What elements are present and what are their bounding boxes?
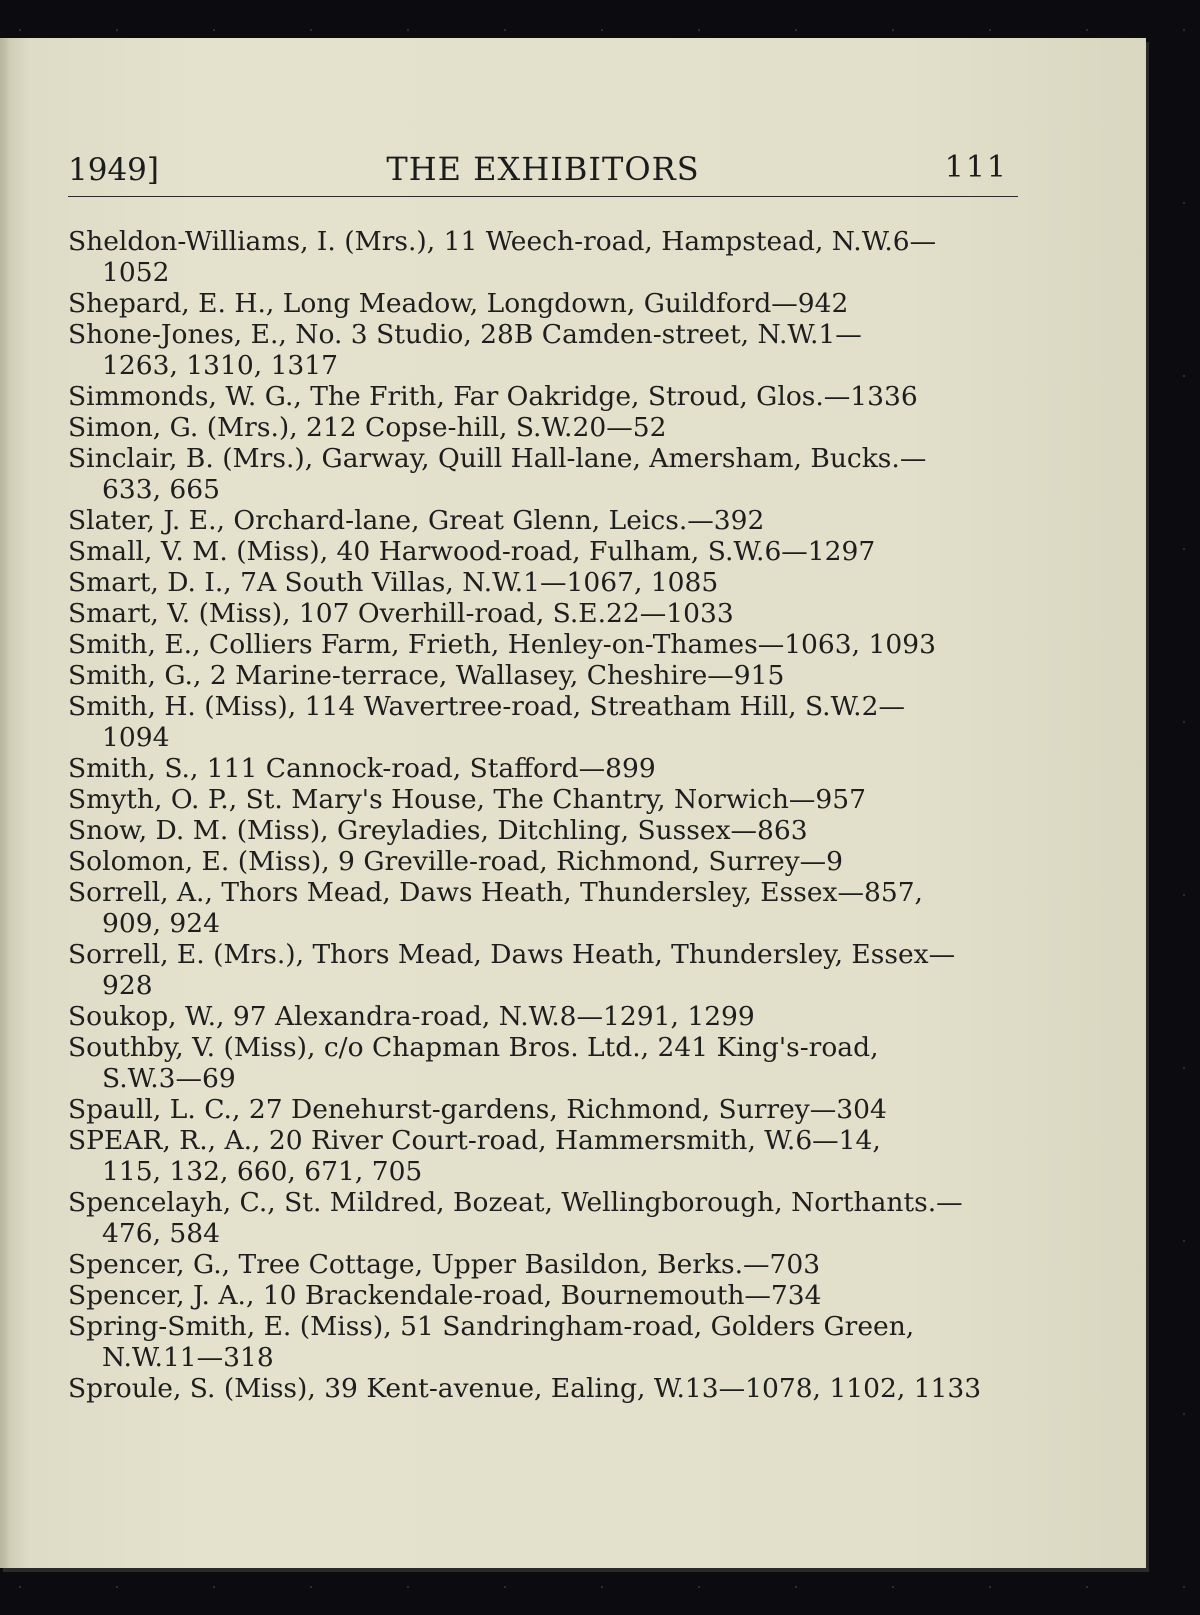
exhibitor-entry [68, 846, 1048, 877]
exhibitor-entry [68, 1373, 1048, 1404]
entry-text: Sorrell, E. (Mrs.), Thors Mead, Daws Heath, Thundersley, Essex— [68, 939, 956, 970]
entry-text: Southby, V. (Miss), c/o Chapman Bros. Ltd., 241 King's-road, [68, 1032, 879, 1063]
entry-text: Sorrell, A., Thors Mead, Daws Heath, Thundersley, Essex—857, [68, 877, 923, 908]
entry-continuation: 633, 665 [102, 474, 221, 505]
entry-text: Spaull, L. C., 27 Denehurst-gardens, Richmond, Surrey—304 [68, 1094, 887, 1125]
entry-continuation: 1263, 1310, 1317 [102, 350, 339, 381]
exhibitor-entry [68, 877, 1048, 939]
exhibitor-entry [68, 1125, 1048, 1187]
entry-text: Sproule, S. (Miss), 39 Kent-avenue, Ealing, W.13—1078, 1102, 1133 [68, 1373, 982, 1404]
entry-text: Simon, G. (Mrs.), 212 Copse-hill, S.W.20—52 [68, 412, 667, 443]
exhibitor-entry [68, 815, 1048, 846]
entry-continuation: N.W.11—318 [102, 1342, 274, 1373]
entry-text: Smart, V. (Miss), 107 Overhill-road, S.E.22—1033 [68, 598, 734, 629]
exhibitor-entry [68, 939, 1048, 1001]
entry-text: Snow, D. M. (Miss), Greyladies, Ditchling, Sussex—863 [68, 815, 808, 846]
entry-text: Shone-Jones, E., No. 3 Studio, 28B Camden-street, N.W.1— [68, 319, 862, 350]
exhibitor-entry [68, 536, 1048, 567]
exhibitor-entry [68, 567, 1048, 598]
entry-text: Simmonds, W. G., The Frith, Far Oakridge, Stroud, Glos.—1336 [68, 381, 918, 412]
exhibitor-entry [68, 1001, 1048, 1032]
entry-text: Spencelayh, C., St. Mildred, Bozeat, Wellingborough, Northants.— [68, 1187, 963, 1218]
exhibitor-entry [68, 381, 1048, 412]
header-year: 1949] [68, 152, 159, 188]
entry-text: Solomon, E. (Miss), 9 Greville-road, Richmond, Surrey—9 [68, 846, 843, 877]
exhibitor-entry [68, 288, 1048, 319]
entry-text: Smith, H. (Miss), 114 Wavertree-road, Streatham Hill, S.W.2— [68, 691, 905, 722]
entry-text: Spring-Smith, E. (Miss), 51 Sandringham-road, Golders Green, [68, 1311, 915, 1342]
entry-continuation: 909, 924 [102, 908, 221, 939]
exhibitor-entry [68, 598, 1048, 629]
exhibitor-entry [68, 784, 1048, 815]
page-header [68, 150, 1018, 197]
exhibitor-entry [68, 505, 1048, 536]
entry-continuation: S.W.3—69 [102, 1063, 236, 1094]
exhibitor-entry [68, 412, 1048, 443]
entry-continuation: 1052 [102, 257, 170, 288]
entry-text: Sheldon-Williams, I. (Mrs.), 11 Weech-road, Hampstead, N.W.6— [68, 226, 937, 257]
entry-text: Spencer, J. A., 10 Brackendale-road, Bournemouth—734 [68, 1280, 822, 1311]
entry-continuation: 1094 [102, 722, 170, 753]
entry-continuation: 115, 132, 660, 671, 705 [102, 1156, 423, 1187]
entry-text: Slater, J. E., Orchard-lane, Great Glenn, Leics.—392 [68, 505, 765, 536]
exhibitor-entry [68, 1280, 1048, 1311]
entry-text: Spencer, G., Tree Cottage, Upper Basildon, Berks.—703 [68, 1249, 821, 1280]
exhibitor-entry [68, 443, 1048, 505]
entry-text: SPEAR, R., A., 20 River Court-road, Hammersmith, W.6—14, [68, 1125, 881, 1156]
entry-text: Smith, S., 111 Cannock-road, Stafford—899 [68, 753, 656, 784]
entry-text: Shepard, E. H., Long Meadow, Longdown, Guildford—942 [68, 288, 849, 319]
page-title: THE EXHIBITORS [386, 150, 700, 188]
entry-text: Smart, D. I., 7A South Villas, N.W.1—1067, 1085 [68, 567, 719, 598]
entry-continuation: 476, 584 [102, 1218, 221, 1249]
exhibitor-entry [68, 691, 1048, 753]
exhibitor-entry [68, 1249, 1048, 1280]
entry-continuation: 928 [102, 970, 153, 1001]
exhibitor-entry [68, 1311, 1048, 1373]
entry-text: Smith, E., Colliers Farm, Frieth, Henley-on-Thames—1063, 1093 [68, 629, 936, 660]
page-number: 111 [944, 150, 1008, 185]
exhibitor-entry [68, 1187, 1048, 1249]
exhibitor-entry [68, 1094, 1048, 1125]
exhibitor-entry [68, 629, 1048, 660]
exhibitor-entry [68, 753, 1048, 784]
entry-text: Sinclair, B. (Mrs.), Garway, Quill Hall-lane, Amersham, Bucks.— [68, 443, 927, 474]
exhibitor-list [68, 226, 1048, 1404]
entry-text: Smith, G., 2 Marine-terrace, Wallasey, Cheshire—915 [68, 660, 785, 691]
exhibitor-entry [68, 319, 1048, 381]
book-page [0, 38, 1146, 1568]
exhibitor-entry [68, 226, 1048, 288]
exhibitor-entry [68, 1032, 1048, 1094]
entry-text: Small, V. M. (Miss), 40 Harwood-road, Fulham, S.W.6—1297 [68, 536, 876, 567]
entry-text: Smyth, O. P., St. Mary's House, The Chantry, Norwich—957 [68, 784, 866, 815]
exhibitor-entry [68, 660, 1048, 691]
entry-text: Soukop, W., 97 Alexandra-road, N.W.8—1291, 1299 [68, 1001, 755, 1032]
